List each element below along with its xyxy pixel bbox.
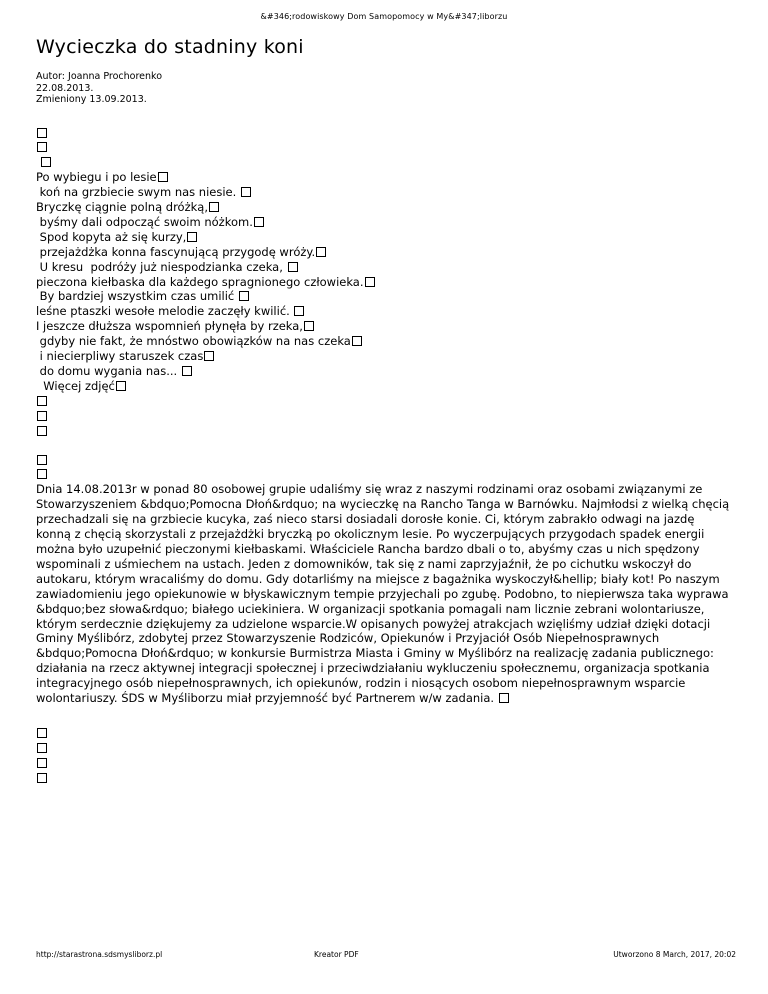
missing-glyph-box: [37, 455, 47, 465]
line-text: Bryczkę ciągnie polną dróżką,: [36, 200, 208, 215]
text-line: [36, 319, 736, 334]
spacer-lines: [36, 453, 736, 483]
text-line: [36, 275, 736, 290]
poem: [36, 126, 736, 439]
missing-glyph-box: [239, 291, 249, 301]
text-line: [36, 726, 736, 741]
text-line: [36, 394, 736, 409]
missing-glyph-box: [304, 321, 314, 331]
line-text: byśmy dali odpocząć swoim nóżkom.: [36, 214, 253, 229]
missing-glyph-box: [182, 366, 192, 376]
line-text: do domu wygania nas...: [36, 364, 181, 378]
line-text: Więcej zdjęć: [36, 378, 115, 393]
missing-glyph-box: [365, 277, 375, 287]
missing-glyph-box: [37, 728, 47, 738]
text-line: [36, 756, 736, 771]
text-line: [36, 155, 736, 170]
missing-glyph-box: [37, 142, 47, 152]
missing-glyph-box: [499, 693, 509, 703]
line-text: przejażdżka konna fascynującą przygodę wróży.: [36, 244, 316, 259]
text-line: [36, 260, 736, 275]
footer-generator: Kreator PDF: [314, 950, 359, 959]
paragraph-text: Dnia 14.08.2013r w ponad 80 osobowej grupie udaliśmy się wraz z naszymi rodzinami oraz osobami związanymi ze Stowarzyszeniem &bdquo;Pomocna Dłoń&rdquo; na wycieczkę na Rancho Tanga w Barnówku. Najmłodsi z wielką chęcią przechadzali się na grzbiecie kucyka, zaś nieco starsi dosiadali dorosłe konie. Ci, którym zabrakło odwagi na jazdę konną z chęcią skorzystali z przejażdżki bryczką po okolicznym lesie. Po wyczerpujących przygodach spadek energii można było uzupełnić pieczonymi kiełbaskami. Właściciele Rancha bardzo dbali o to, abyśmy czas u nich spędzony wspominali z uśmiechem na ustach. Jeden z domowników, tak się z nami zaprzyjaźnił, że po cichutku wskoczył do autokaru, którym wracaliśmy do domu. Gdy dotarliśmy na miejsce z bagażnika wyskoczył&hellip; biały kot! Po naszym zawiadomieniu jego opiekunowie w błyskawicznym tempie przyjechali po zgubę. Podobno, to niepierwsza taka wyprawa &bdquo;bez słowa&rdquo; białego uciekiniera. W organizacji spotkania pomagali nam licznie zebrani wolontariusze, którym serdecznie dziękujemy za udzielone wsparcie.W opisanych powyżej atrakcjach wzięliśmy udział dzięki dotacji Gminy Myślibórz, zdobytej przez Stowarzyszenie Rodziców, Opiekunów i Przyjaciół Osób Niepełnosprawnych &bdquo;Pomocna Dłoń&rdquo; w konkursie Burmistrza Miasta i Gminy w Myślibórz na realizację zadania publicznego: działania na rzecz aktywnej integracji społecznej i przeciwdziałaniu wykluczeniu społecznemu, organizacja spotkania integracyjnego osób niepełnosprawnych, ich opiekunów, rodzin i niosących osobom niepełnosprawnym wsparcie wolontariuszy. ŚDS w Myśliborzu miał przyjemność być Partnerem w/w zadania.: [36, 482, 730, 706]
text-line: [36, 245, 736, 260]
footer-created: Utworzono 8 March, 2017, 20:02: [613, 950, 736, 959]
text-line: [36, 349, 736, 364]
missing-glyph-box: [294, 306, 304, 316]
text-line: [36, 215, 736, 230]
missing-glyph-box: [241, 187, 251, 197]
text-line: [36, 379, 736, 394]
missing-glyph-box: [37, 469, 47, 479]
text-line: [36, 409, 736, 424]
text-line: [36, 140, 736, 155]
missing-glyph-box: [187, 232, 197, 242]
line-text: gdyby nie fakt, że mnóstwo obowiązków na nas czeka: [36, 334, 351, 349]
text-line: [36, 230, 736, 245]
text-line: [36, 185, 736, 200]
missing-glyph-box: [204, 351, 214, 361]
missing-glyph-box: [316, 247, 326, 257]
missing-glyph-box: [288, 262, 298, 272]
missing-glyph-box: [209, 202, 219, 212]
line-text: U kresu podróży już niespodzianka czeka,: [36, 259, 287, 274]
text-line: [36, 364, 736, 379]
article-date: 22.08.2013.: [36, 82, 94, 94]
text-line: [36, 289, 736, 304]
line-text: By bardziej wszystkim czas umilić: [36, 289, 238, 304]
page-header: &#346;rodowiskowy Dom Samopomocy w My&#347;liborzu: [260, 12, 508, 21]
line-text: Po wybiegu i po lesie: [36, 170, 157, 185]
trailing-lines: [36, 726, 736, 786]
article-author: Autor: Joanna Prochorenko: [36, 71, 163, 82]
article-paragraph: [36, 482, 732, 706]
article-title: Wycieczka do stadniny koni: [36, 36, 304, 58]
text-line: [36, 771, 736, 786]
text-line: [36, 200, 736, 215]
line-text: [36, 155, 40, 169]
missing-glyph-box: [37, 426, 47, 436]
text-line: [36, 126, 736, 141]
text-line: [36, 424, 736, 439]
line-text: Spod kopyta aż się kurzy,: [36, 229, 187, 244]
text-line: [36, 304, 736, 319]
missing-glyph-box: [116, 381, 126, 391]
text-line: [36, 170, 736, 185]
missing-glyph-box: [254, 217, 264, 227]
text-line: [36, 467, 736, 482]
missing-glyph-box: [158, 172, 168, 182]
missing-glyph-box: [37, 773, 47, 783]
footer-url: http://starastrona.sdsmysliborz.pl: [36, 950, 163, 959]
missing-glyph-box: [37, 411, 47, 421]
line-text: I jeszcze dłuższa wspomnień płynęła by rzeka,: [36, 319, 303, 334]
missing-glyph-box: [37, 396, 47, 406]
article: [36, 36, 736, 786]
line-text: i niecierpliwy staruszek czas: [36, 349, 204, 364]
text-line: [36, 334, 736, 349]
line-text: leśne ptaszki wesołe melodie zaczęły kwilić.: [36, 304, 294, 319]
missing-glyph-box: [41, 157, 51, 167]
text-line: [36, 741, 736, 756]
text-line: [36, 453, 736, 468]
missing-glyph-box: [37, 743, 47, 753]
article-meta: [36, 71, 736, 106]
line-text: pieczona kiełbaska dla każdego spragnionego człowieka.: [36, 274, 364, 289]
line-text: koń na grzbiecie swym nas niesie.: [36, 185, 240, 200]
missing-glyph-box: [352, 336, 362, 346]
missing-glyph-box: [37, 758, 47, 768]
article-modified: Zmieniony 13.09.2013.: [36, 94, 147, 105]
missing-glyph-box: [37, 128, 47, 138]
